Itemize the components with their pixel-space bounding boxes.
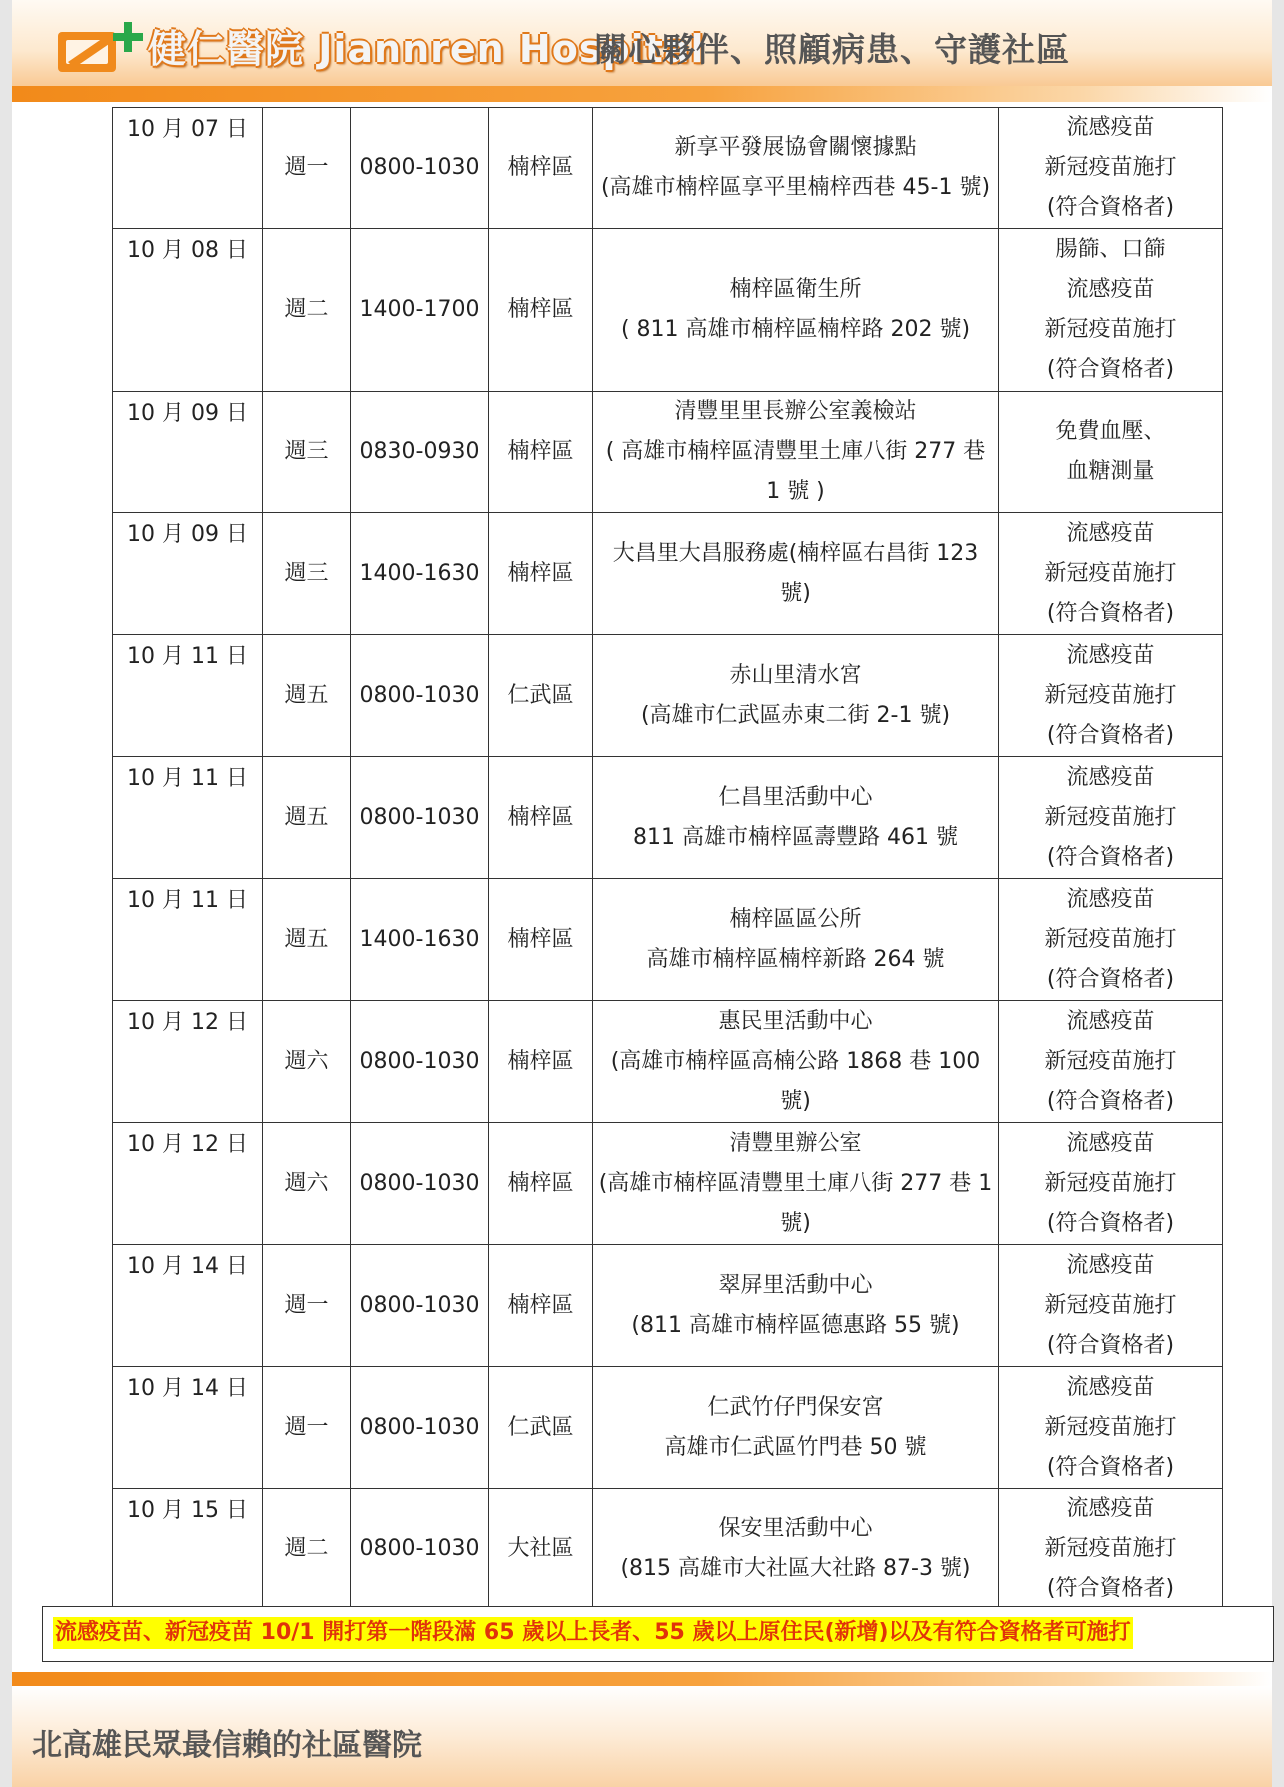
- service-line: 血糖測量: [1066, 459, 1155, 484]
- service-cell: [999, 635, 1223, 757]
- time-cell: 0800-1030: [351, 757, 489, 879]
- date-cell: 10 月 08 日: [113, 229, 263, 392]
- location-cell: [593, 1245, 999, 1367]
- location-cell: [593, 635, 999, 757]
- service-line: 流感疫苗: [1066, 115, 1155, 140]
- weekday-cell: 週三: [263, 392, 351, 513]
- location-cell: [593, 1367, 999, 1489]
- weekday-cell: 週二: [263, 1489, 351, 1610]
- location-line: 811 高雄市楠梓區壽豐路 461 號: [633, 824, 958, 850]
- service-cell: [999, 1489, 1223, 1610]
- vaccine-notice: 流感疫苗、新冠疫苗 10/1 開打第一階段滿 65 歲以上長者、55 歲以上原住民(新增)以及有符合資格者可施打: [53, 1617, 1133, 1649]
- location-line: 高雄市仁武區竹門巷 50 號: [664, 1434, 927, 1460]
- table-row: [113, 108, 1223, 229]
- weekday-cell: 週五: [263, 635, 351, 757]
- service-line: 流感疫苗: [1066, 520, 1155, 546]
- location-line: 新享平發展協會關懷據點: [674, 135, 917, 160]
- location-line: 惠民里活動中心: [718, 1008, 873, 1034]
- location-line: 高雄市楠梓區楠梓新路 264 號: [646, 946, 945, 972]
- service-line: 新冠疫苗施打: [1044, 1292, 1177, 1318]
- service-cell: [999, 757, 1223, 879]
- service-line: (符合資格者): [1046, 844, 1175, 870]
- table-row: [113, 1489, 1223, 1610]
- footer-divider: [12, 1672, 1272, 1686]
- table-row: [113, 1123, 1223, 1245]
- district-cell: 仁武區: [489, 635, 593, 757]
- service-line: (符合資格者): [1046, 1210, 1175, 1236]
- location-cell: [593, 1001, 999, 1123]
- service-line: 新冠疫苗施打: [1044, 682, 1177, 708]
- location-line: 楠梓區衛生所: [729, 277, 862, 302]
- service-line: (符合資格者): [1046, 1454, 1175, 1480]
- time-cell: 1400-1630: [351, 513, 489, 635]
- service-cell: [999, 108, 1223, 229]
- time-cell: 0800-1030: [351, 1367, 489, 1489]
- service-line: (符合資格者): [1046, 357, 1175, 382]
- district-cell: 楠梓區: [489, 392, 593, 513]
- date-cell: 10 月 11 日: [113, 879, 263, 1001]
- footer-banner: [12, 1686, 1272, 1787]
- table-row: [113, 635, 1223, 757]
- location-cell: [593, 513, 999, 635]
- weekday-cell: 週三: [263, 513, 351, 635]
- date-cell: 10 月 14 日: [113, 1245, 263, 1367]
- district-cell: 大社區: [489, 1489, 593, 1610]
- location-line: 清豐里里長辦公室義檢站: [674, 399, 917, 424]
- service-line: 流感疫苗: [1066, 1496, 1155, 1521]
- date-cell: 10 月 09 日: [113, 513, 263, 635]
- district-cell: 楠梓區: [489, 1123, 593, 1245]
- location-cell: [593, 879, 999, 1001]
- district-cell: 仁武區: [489, 1367, 593, 1489]
- date-cell: 10 月 07 日: [113, 108, 263, 229]
- weekday-cell: 週二: [263, 229, 351, 392]
- location-line: 楠梓區區公所: [729, 906, 862, 932]
- location-cell: [593, 1489, 999, 1610]
- table-row: [113, 513, 1223, 635]
- notice-box: [42, 1606, 1274, 1662]
- service-line: 流感疫苗: [1066, 1130, 1155, 1156]
- location-cell: [593, 108, 999, 229]
- service-line: 新冠疫苗施打: [1044, 926, 1177, 952]
- table-row: [113, 1367, 1223, 1489]
- location-line: 號): [780, 580, 811, 606]
- service-line: 新冠疫苗施打: [1044, 317, 1177, 342]
- location-cell: [593, 229, 999, 392]
- time-cell: 1400-1700: [351, 229, 489, 392]
- location-line: (高雄市楠梓區高楠公路 1868 巷 100 號): [610, 1048, 981, 1114]
- time-cell: 0800-1030: [351, 635, 489, 757]
- table-row: [113, 757, 1223, 879]
- service-line: (符合資格者): [1046, 1576, 1175, 1601]
- district-cell: 楠梓區: [489, 1245, 593, 1367]
- district-cell: 楠梓區: [489, 879, 593, 1001]
- district-cell: 楠梓區: [489, 229, 593, 392]
- location-cell: [593, 392, 999, 513]
- service-line: 新冠疫苗施打: [1044, 804, 1177, 830]
- location-line: ( 高雄市楠梓區清豐里土庫八街 277 巷: [605, 439, 986, 464]
- service-cell: [999, 392, 1223, 513]
- table-row: [113, 229, 1223, 392]
- location-line: 翠屏里活動中心: [718, 1272, 873, 1298]
- service-line: 流感疫苗: [1066, 277, 1155, 302]
- time-cell: 1400-1630: [351, 879, 489, 1001]
- service-line: 流感疫苗: [1066, 642, 1155, 668]
- service-line: 流感疫苗: [1066, 764, 1155, 790]
- hospital-tagline: 關心夥伴、照顧病患、守護社區: [594, 30, 1070, 69]
- service-cell: [999, 1245, 1223, 1367]
- location-line: (高雄市楠梓區享平里楠梓西巷 45-1 號): [600, 175, 991, 200]
- service-line: 流感疫苗: [1066, 1252, 1155, 1278]
- time-cell: 0800-1030: [351, 108, 489, 229]
- location-line: ( 811 高雄市楠梓區楠梓路 202 號): [620, 317, 971, 342]
- service-line: 新冠疫苗施打: [1044, 560, 1177, 586]
- date-cell: 10 月 14 日: [113, 1367, 263, 1489]
- weekday-cell: 週一: [263, 1245, 351, 1367]
- service-line: (符合資格者): [1046, 600, 1175, 626]
- service-cell: [999, 229, 1223, 392]
- service-cell: [999, 513, 1223, 635]
- location-line: 清豐里辦公室: [729, 1130, 862, 1156]
- time-cell: 0800-1030: [351, 1245, 489, 1367]
- service-line: (符合資格者): [1046, 1088, 1175, 1114]
- table-row: [113, 879, 1223, 1001]
- document-page: [12, 0, 1272, 1787]
- weekday-cell: 週五: [263, 879, 351, 1001]
- location-line: 1 號 ): [766, 479, 825, 504]
- location-cell: [593, 757, 999, 879]
- service-line: (符合資格者): [1046, 195, 1175, 220]
- table-row: [113, 392, 1223, 513]
- service-cell: [999, 1367, 1223, 1489]
- location-line: 保安里活動中心: [718, 1516, 873, 1541]
- location-line: 大昌里大昌服務處(楠梓區右昌街 123: [612, 540, 979, 566]
- date-cell: 10 月 12 日: [113, 1001, 263, 1123]
- table-row: [113, 1245, 1223, 1367]
- time-cell: 0800-1030: [351, 1489, 489, 1610]
- schedule-table: [112, 107, 1223, 1610]
- location-cell: [593, 1123, 999, 1245]
- location-line: (815 高雄市大社區大社路 87-3 號): [620, 1556, 971, 1581]
- district-cell: 楠梓區: [489, 757, 593, 879]
- location-line: (高雄市楠梓區清豐里土庫八街 277 巷 1 號): [598, 1170, 993, 1236]
- hospital-logo-icon: [56, 18, 148, 76]
- service-line: (符合資格者): [1046, 966, 1175, 992]
- location-line: (高雄市仁武區赤東二街 2-1 號): [640, 702, 951, 728]
- weekday-cell: 週一: [263, 1367, 351, 1489]
- date-cell: 10 月 15 日: [113, 1489, 263, 1610]
- date-cell: 10 月 09 日: [113, 392, 263, 513]
- weekday-cell: 週六: [263, 1123, 351, 1245]
- location-line: 仁武竹仔門保安宮: [707, 1394, 884, 1420]
- service-line: 新冠疫苗施打: [1044, 1048, 1177, 1074]
- service-line: 流感疫苗: [1066, 886, 1155, 912]
- date-cell: 10 月 12 日: [113, 1123, 263, 1245]
- service-line: 流感疫苗: [1066, 1374, 1155, 1400]
- location-line: 仁昌里活動中心: [718, 784, 873, 810]
- location-line: 赤山里清水宮: [729, 662, 862, 688]
- weekday-cell: 週五: [263, 757, 351, 879]
- service-cell: [999, 1001, 1223, 1123]
- service-cell: [999, 879, 1223, 1001]
- service-line: 新冠疫苗施打: [1044, 1414, 1177, 1440]
- date-cell: 10 月 11 日: [113, 757, 263, 879]
- service-cell: [999, 1123, 1223, 1245]
- service-line: 新冠疫苗施打: [1044, 155, 1177, 180]
- service-line: 免費血壓、: [1055, 419, 1166, 444]
- header-divider: [12, 86, 1272, 102]
- service-line: 流感疫苗: [1066, 1008, 1155, 1034]
- weekday-cell: 週六: [263, 1001, 351, 1123]
- service-line: 新冠疫苗施打: [1044, 1536, 1177, 1561]
- location-line: (811 高雄市楠梓區德惠路 55 號): [631, 1312, 960, 1338]
- time-cell: 0800-1030: [351, 1001, 489, 1123]
- service-line: (符合資格者): [1046, 1332, 1175, 1358]
- date-cell: 10 月 11 日: [113, 635, 263, 757]
- header-banner: [12, 0, 1272, 92]
- hospital-name: 健仁醫院 Jiannren Hospital: [148, 27, 705, 71]
- footer-slogan: 北高雄民眾最信賴的社區醫院: [32, 1728, 422, 1763]
- service-line: 新冠疫苗施打: [1044, 1170, 1177, 1196]
- district-cell: 楠梓區: [489, 1001, 593, 1123]
- table-row: [113, 1001, 1223, 1123]
- district-cell: 楠梓區: [489, 513, 593, 635]
- time-cell: 0830-0930: [351, 392, 489, 513]
- district-cell: 楠梓區: [489, 108, 593, 229]
- weekday-cell: 週一: [263, 108, 351, 229]
- service-line: 腸篩、口篩: [1055, 237, 1166, 262]
- time-cell: 0800-1030: [351, 1123, 489, 1245]
- service-line: (符合資格者): [1046, 722, 1175, 748]
